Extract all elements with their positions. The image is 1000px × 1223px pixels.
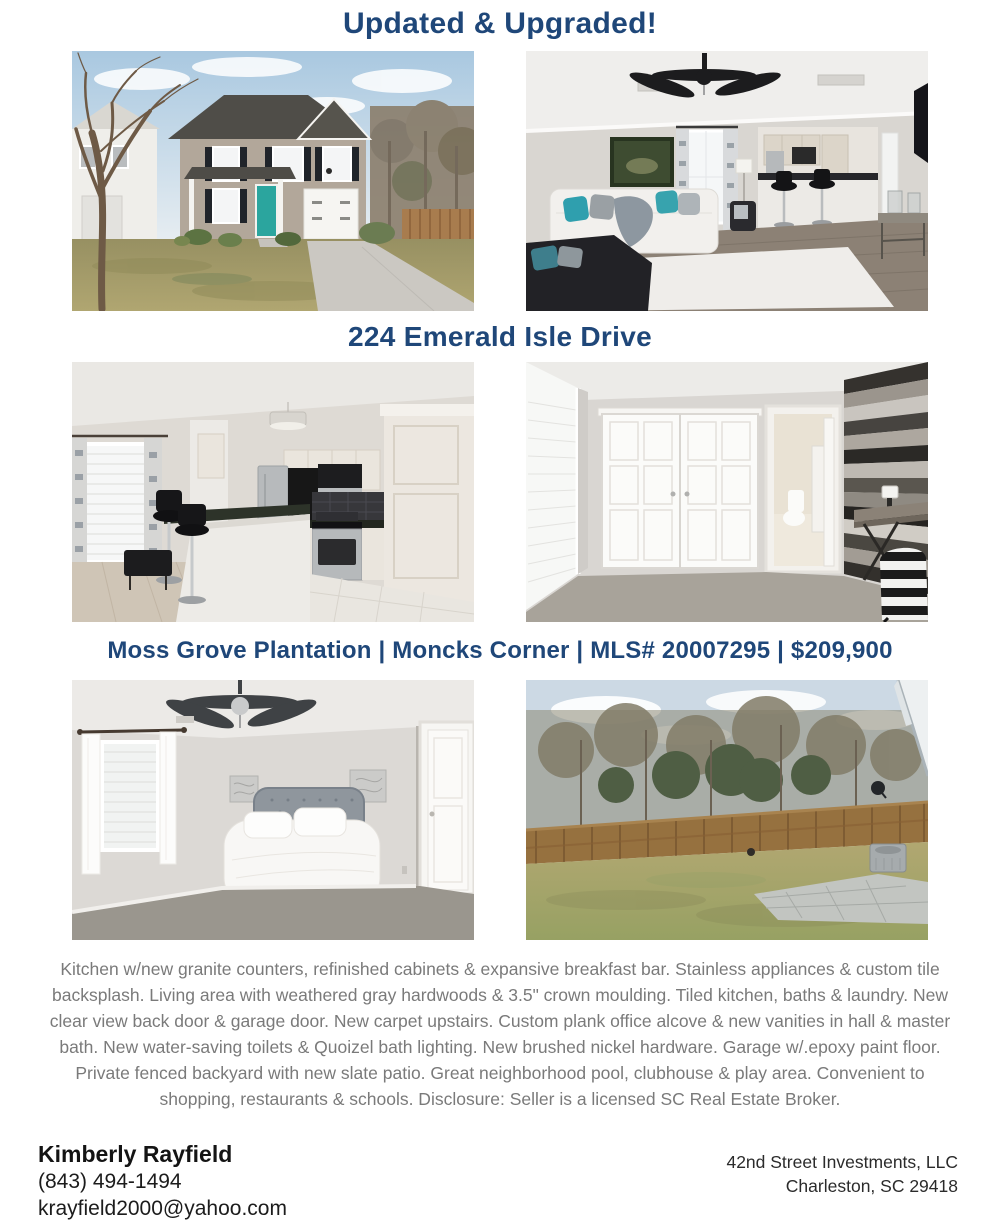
tv	[914, 83, 928, 163]
flyer-title: Updated & Upgraded!	[342, 7, 658, 40]
listing-info-line: Moss Grove Plantation | Moncks Corner | MLS# 20007295 | $209,900	[107, 637, 893, 664]
photo-exterior-front	[72, 51, 474, 311]
bench	[124, 550, 172, 576]
ac-unit	[870, 844, 906, 872]
side-fence	[402, 209, 474, 239]
photo-bedroom	[72, 680, 474, 940]
backyard-illustration	[526, 680, 928, 940]
stove	[312, 512, 362, 580]
photo-row-2	[72, 362, 928, 622]
porch-roof	[184, 167, 296, 179]
garage-door	[304, 189, 358, 239]
striped-chair	[876, 542, 928, 622]
window	[77, 727, 187, 874]
photo-row-1	[72, 51, 928, 311]
neighbor-house	[72, 101, 160, 241]
photo-kitchen	[72, 362, 474, 622]
house-exterior-illustration	[72, 51, 474, 311]
main-house	[168, 95, 370, 241]
agent-email: krayfield2000@yahoo.com	[38, 1197, 287, 1220]
agent-name: Kimberly Rayfield	[38, 1141, 233, 1167]
agent-phone: (843) 494-1494	[38, 1170, 182, 1193]
bedroom-illustration	[72, 680, 474, 940]
bathroom-doorway	[766, 406, 840, 572]
photo-row-3	[72, 680, 928, 940]
office-closet-illustration	[526, 362, 928, 622]
agent-block	[38, 1141, 287, 1222]
double-closet-doors	[598, 408, 762, 568]
microwave	[318, 464, 362, 492]
living-room-illustration	[526, 51, 928, 311]
contact-footer	[38, 1141, 958, 1222]
company-block	[726, 1150, 958, 1198]
property-address: 224 Emerald Isle Drive	[348, 321, 652, 352]
closet-door	[416, 722, 474, 894]
property-description: Kitchen w/new granite counters, refinished cabinets & expansive breakfast bar. Stainless appliances & custom tile backsplash. Living area with weathered gray hardwoods & 3.5" crown moulding. Tiled kitchen, baths & laundry. New clear view back door & garage door. New carpet upstairs. Custom plank office alcove & new vanities in hall & master bath. New water-saving toilets & Quoizel bath lighting. New brushed nickel hardware. Garage w/.epoxy paint floor. Private fenced backyard with new slate patio. Great neighborhood pool, clubhouse & play area. Convenient to shopping, restaurants & schools. Disclosure: Seller is a licensed SC Real Estate Broker.	[49, 959, 951, 1109]
kitchen-illustration	[72, 362, 474, 622]
photo-living-room	[526, 51, 928, 311]
company-location: Charleston, SC 29418	[785, 1176, 958, 1196]
tall-cabinets	[380, 404, 474, 610]
teal-front-door	[256, 185, 277, 237]
company-name: 42nd Street Investments, LLC	[726, 1152, 958, 1172]
window	[526, 362, 588, 610]
photo-backyard	[526, 680, 928, 940]
photo-office-closet	[526, 362, 928, 622]
